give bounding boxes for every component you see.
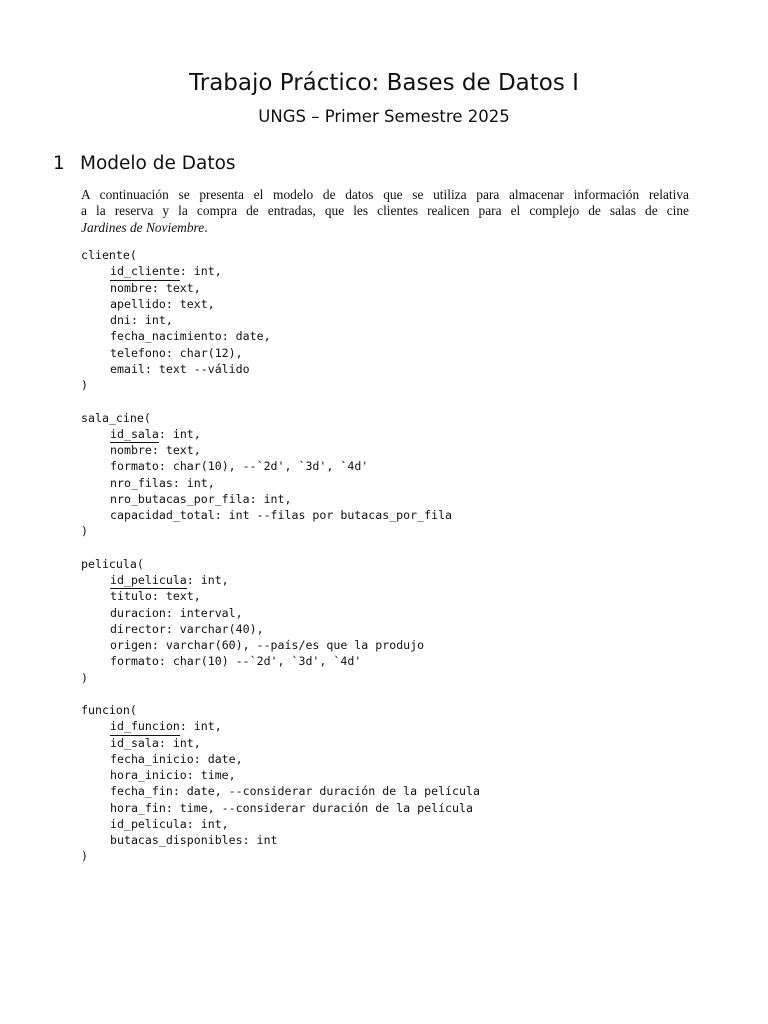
field-name: apellido xyxy=(110,296,166,311)
table-close: ) xyxy=(81,524,88,539)
field-name: nombre xyxy=(110,280,152,295)
field-type: : int, xyxy=(186,816,229,831)
table-field xyxy=(81,280,480,296)
field-name: hora_fin xyxy=(110,800,166,815)
field-type: : date, xyxy=(193,751,243,766)
field-type: : int xyxy=(242,833,278,847)
field-name: director xyxy=(110,621,166,636)
field-name: butacas_disponibles xyxy=(110,833,243,847)
table-field xyxy=(81,621,480,637)
field-type: : text, xyxy=(165,296,215,311)
field-name: nro_filas xyxy=(110,475,173,490)
intro-paragraph xyxy=(81,187,689,236)
field-name: formato xyxy=(110,459,159,474)
field-type: : char(10), --`2d', `3d', `4d' xyxy=(158,459,369,474)
table-field xyxy=(81,653,480,669)
section-number: 1 xyxy=(53,153,65,174)
intro-line: A continuación se presenta el modelo de datos que se utiliza para almacenar información relativa xyxy=(81,187,689,202)
table-field xyxy=(81,800,480,816)
field-type: : int, xyxy=(158,735,201,750)
field-type: : date, --considerar duración de la película xyxy=(172,784,480,799)
field-type: : int, xyxy=(179,719,222,734)
field-name: nro_butacas_por_fila xyxy=(110,491,250,506)
field-type: : int, xyxy=(158,426,201,441)
primary-key-field: id_cliente xyxy=(110,264,180,279)
table-field xyxy=(81,442,480,458)
cinema-name: Jardines de Noviembre xyxy=(81,219,205,235)
table-field xyxy=(81,361,480,377)
field-name: fecha_fin xyxy=(110,784,173,799)
section-title: Modelo de Datos xyxy=(80,153,236,174)
table-field xyxy=(81,735,480,751)
field-type: : text --válido xyxy=(144,361,250,376)
table-field xyxy=(81,588,480,604)
field-name: formato xyxy=(110,654,159,669)
field-type: : interval, xyxy=(165,605,243,620)
table-definition xyxy=(81,247,480,393)
table-close: ) xyxy=(81,378,88,392)
table-definition xyxy=(81,410,480,540)
field-type: : char(12), xyxy=(165,345,243,360)
table-field xyxy=(81,767,480,783)
field-type: : text, xyxy=(151,280,201,295)
primary-key-field: id_funcion xyxy=(110,719,180,734)
table-field xyxy=(81,458,480,474)
field-name: duracion xyxy=(110,605,166,620)
field-name: titulo xyxy=(110,589,152,604)
field-name: capacidad_total xyxy=(110,508,215,522)
table-field xyxy=(81,816,480,832)
field-name: id_sala xyxy=(110,735,159,750)
field-type: : int --filas por butacas_por_fila xyxy=(214,508,453,522)
field-name: nombre xyxy=(110,443,152,457)
table-field xyxy=(81,491,480,507)
field-type: : int, xyxy=(172,475,215,490)
field-name: telefono xyxy=(110,345,166,360)
field-type: : int, xyxy=(179,264,222,279)
table-field xyxy=(81,475,480,491)
table-field xyxy=(81,507,480,523)
field-type: : int, xyxy=(130,313,173,327)
table-field xyxy=(81,263,480,279)
field-type: : varchar(40), xyxy=(165,621,264,636)
table-field xyxy=(81,783,480,799)
table-field xyxy=(81,296,480,312)
intro-line: a la reserva y la compra de entradas, que les clientes realicen para el complejo de salas de cine xyxy=(81,203,689,219)
blank-line xyxy=(81,393,480,409)
table-name: pelicula( xyxy=(81,556,144,571)
field-name: origen xyxy=(110,638,152,652)
table-field xyxy=(81,426,480,442)
table-definition xyxy=(81,702,480,865)
table-field xyxy=(81,718,480,734)
blank-line xyxy=(81,686,480,702)
field-type: : time, xyxy=(186,768,236,782)
field-name: dni xyxy=(110,313,131,327)
field-name: fecha_nacimiento xyxy=(110,329,222,344)
field-name: id_pelicula xyxy=(110,816,187,831)
field-name: hora_inicio xyxy=(110,768,187,782)
table-field xyxy=(81,345,480,361)
table-close: ) xyxy=(81,670,88,685)
table-name: cliente( xyxy=(81,248,137,262)
table-field xyxy=(81,751,480,767)
table-definition xyxy=(81,556,480,686)
field-name: fecha_inicio xyxy=(110,751,194,766)
field-name: email xyxy=(110,361,145,376)
field-type: : text, xyxy=(151,443,201,457)
field-type: : int, xyxy=(249,491,292,506)
table-field xyxy=(81,312,480,328)
blank-line xyxy=(81,540,480,556)
field-type: : time, --considerar duración de la película xyxy=(165,800,473,815)
document-title: Trabajo Práctico: Bases de Datos I xyxy=(189,70,579,96)
field-type: : date, xyxy=(221,329,271,344)
table-name: sala_cine( xyxy=(81,410,151,425)
table-field xyxy=(81,605,480,621)
field-type: : text, xyxy=(151,589,201,604)
table-name: funcion( xyxy=(81,703,137,717)
table-close: ) xyxy=(81,849,88,864)
field-type: : int, xyxy=(186,573,229,587)
table-field xyxy=(81,637,480,653)
primary-key-field: id_pelicula xyxy=(110,573,187,587)
field-type: : varchar(60), --país/es que la produjo xyxy=(151,638,425,652)
document-subtitle: UNGS – Primer Semestre 2025 xyxy=(258,107,510,126)
table-field xyxy=(81,572,480,588)
section-heading xyxy=(53,150,236,178)
field-type: : char(10) --`2d', `3d', `4d' xyxy=(158,654,362,669)
table-field xyxy=(81,832,480,848)
primary-key-field: id_sala xyxy=(110,426,159,441)
schema-code-block xyxy=(81,247,480,865)
table-field xyxy=(81,328,480,344)
intro-period: . xyxy=(204,219,208,235)
intro-line xyxy=(81,220,689,236)
